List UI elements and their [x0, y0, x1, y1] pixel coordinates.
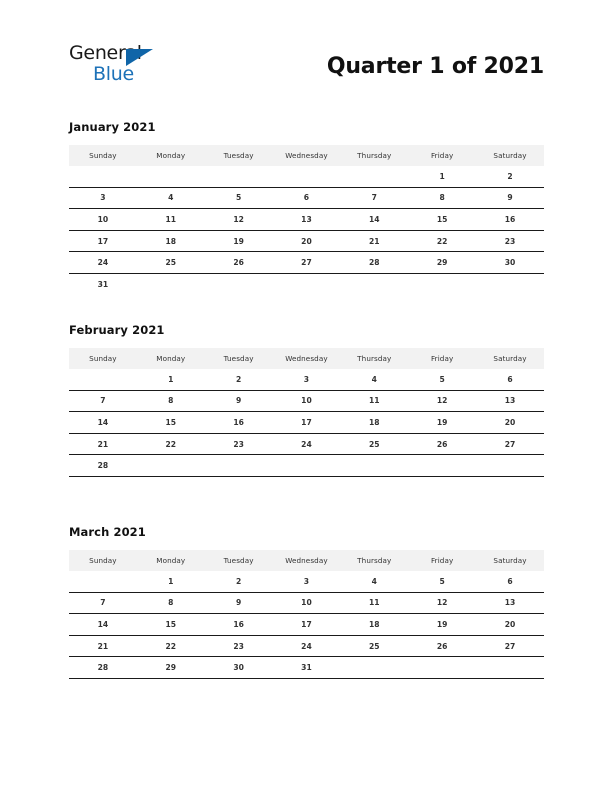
weekday-header-row — [69, 550, 544, 571]
day-cell[interactable]: 20 — [476, 412, 544, 434]
day-cell[interactable]: 3 — [303, 576, 310, 586]
weekday-header-sunday: Sunday — [69, 348, 137, 369]
week-row — [69, 369, 544, 390]
day-cell[interactable]: 20 — [273, 230, 341, 252]
weekday-header-monday: Monday — [137, 348, 205, 369]
month-block-february — [69, 323, 544, 477]
day-cell[interactable]: 30 — [205, 657, 273, 679]
day-cell[interactable]: 29 — [408, 252, 476, 274]
weekday-header-monday: Monday — [137, 145, 205, 166]
day-cell[interactable]: 22 — [408, 230, 476, 252]
weekday-header-sunday: Sunday — [69, 550, 137, 571]
week-row — [69, 614, 544, 636]
day-cell[interactable]: 8 — [408, 187, 476, 209]
weekday-header-thursday: Thursday — [340, 348, 408, 369]
week-row — [69, 412, 544, 434]
day-cell[interactable]: 6 — [507, 374, 513, 384]
day-cell[interactable]: 11 — [340, 390, 408, 412]
day-cell[interactable]: 1 — [439, 171, 445, 181]
day-cell[interactable]: 31 — [69, 273, 137, 294]
week-row — [69, 230, 544, 252]
weekday-header-thursday: Thursday — [340, 550, 408, 571]
day-cell[interactable]: 19 — [408, 412, 476, 434]
day-cell[interactable]: 14 — [69, 412, 137, 434]
day-cell[interactable]: 16 — [476, 209, 544, 231]
day-cell[interactable]: 25 — [340, 635, 408, 657]
weekday-header-tuesday: Tuesday — [205, 145, 273, 166]
day-cell[interactable]: 24 — [273, 635, 341, 657]
month-calendar-table — [69, 145, 544, 295]
week-row — [69, 390, 544, 412]
day-cell[interactable]: 13 — [476, 592, 544, 614]
week-row — [69, 635, 544, 657]
weekday-header-row — [69, 145, 544, 166]
day-cell[interactable]: 4 — [137, 187, 205, 209]
day-cell-empty — [476, 273, 544, 294]
day-cell[interactable]: 23 — [476, 230, 544, 252]
day-cell-empty — [340, 657, 408, 679]
day-cell[interactable]: 2 — [507, 171, 513, 181]
week-row — [69, 166, 544, 187]
day-cell-empty — [408, 273, 476, 294]
day-cell[interactable]: 13 — [273, 209, 341, 231]
day-cell-empty — [137, 166, 205, 187]
day-cell[interactable]: 5 — [439, 374, 445, 384]
day-cell-empty — [340, 273, 408, 294]
weekday-header-friday: Friday — [408, 550, 476, 571]
day-cell[interactable]: 6 — [273, 187, 341, 209]
day-cell[interactable]: 2 — [235, 576, 242, 586]
weekday-header-tuesday: Tuesday — [205, 348, 273, 369]
day-cell-empty — [205, 166, 273, 187]
day-cell[interactable]: 26 — [408, 433, 476, 455]
day-cell-empty — [476, 657, 544, 679]
day-cell[interactable]: 8 — [137, 390, 205, 412]
day-cell[interactable]: 29 — [137, 657, 205, 679]
day-cell[interactable]: 19 — [408, 614, 476, 636]
month-block-january — [69, 120, 544, 295]
day-cell[interactable]: 3 — [303, 374, 310, 384]
day-cell[interactable]: 3 — [69, 187, 137, 209]
day-cell[interactable]: 25 — [137, 252, 205, 274]
day-cell[interactable]: 25 — [340, 433, 408, 455]
weekday-header-monday: Monday — [137, 550, 205, 571]
table-header-row — [69, 145, 544, 166]
day-cell-empty — [273, 166, 341, 187]
day-cell-empty — [205, 455, 273, 477]
day-cell[interactable]: 26 — [205, 252, 273, 274]
weekday-header-wednesday: Wednesday — [273, 550, 341, 571]
weekday-header-row — [69, 348, 544, 369]
day-cell[interactable]: 1 — [168, 374, 174, 384]
day-cell-empty — [273, 455, 341, 477]
day-cell[interactable]: 22 — [137, 635, 205, 657]
week-row — [69, 273, 544, 294]
day-cell[interactable]: 26 — [408, 635, 476, 657]
weekday-header-thursday: Thursday — [340, 145, 408, 166]
day-cell[interactable]: 9 — [205, 592, 273, 614]
day-cell[interactable]: 9 — [476, 187, 544, 209]
weekday-header-saturday: Saturday — [476, 145, 544, 166]
day-cell[interactable]: 4 — [371, 374, 377, 384]
day-cell[interactable]: 16 — [205, 614, 273, 636]
week-row — [69, 187, 544, 209]
day-cell[interactable]: 15 — [137, 412, 205, 434]
weekday-header-sunday: Sunday — [69, 145, 137, 166]
day-cell[interactable]: 27 — [273, 252, 341, 274]
month-block-march — [69, 525, 544, 679]
day-cell[interactable]: 28 — [69, 657, 137, 679]
day-cell-empty — [340, 166, 408, 187]
week-row — [69, 592, 544, 614]
day-cell-empty — [69, 166, 137, 187]
day-cell[interactable]: 17 — [273, 412, 341, 434]
week-row — [69, 455, 544, 477]
month-title: February 2021 — [69, 323, 165, 337]
day-cell[interactable]: 18 — [340, 412, 408, 434]
page-title: Quarter 1 of 2021 — [326, 54, 544, 79]
day-cell[interactable]: 27 — [476, 635, 544, 657]
day-cell[interactable]: 5 — [439, 576, 445, 586]
day-cell[interactable]: 21 — [340, 230, 408, 252]
logo-text-general: General — [69, 42, 142, 64]
day-cell[interactable]: 4 — [371, 576, 377, 586]
month-title: March 2021 — [69, 525, 146, 539]
day-cell[interactable]: 17 — [69, 230, 137, 252]
week-row — [69, 433, 544, 455]
day-cell[interactable]: 6 — [507, 576, 513, 586]
day-cell-empty — [69, 369, 137, 390]
day-cell[interactable]: 15 — [137, 614, 205, 636]
weekday-header-saturday: Saturday — [476, 550, 544, 571]
day-cell[interactable]: 9 — [205, 390, 273, 412]
day-cell[interactable]: 11 — [137, 209, 205, 231]
day-cell-empty — [137, 273, 205, 294]
logo-text-blue: Blue — [93, 63, 134, 85]
day-cell[interactable]: 18 — [340, 614, 408, 636]
day-cell-empty — [340, 455, 408, 477]
day-cell[interactable]: 7 — [69, 592, 137, 614]
day-cell[interactable]: 2 — [235, 374, 242, 384]
day-cell[interactable]: 10 — [273, 592, 341, 614]
day-cell[interactable]: 18 — [137, 230, 205, 252]
day-cell[interactable]: 12 — [205, 209, 273, 231]
day-cell[interactable]: 5 — [205, 187, 273, 209]
day-cell[interactable]: 11 — [340, 592, 408, 614]
day-cell[interactable]: 15 — [408, 209, 476, 231]
month-weeks-body — [69, 571, 544, 678]
weekday-header-friday: Friday — [408, 145, 476, 166]
week-row — [69, 571, 544, 592]
day-cell[interactable]: 14 — [340, 209, 408, 231]
day-cell[interactable]: 1 — [168, 576, 174, 586]
month-weeks-body — [69, 369, 544, 476]
week-row — [69, 657, 544, 679]
day-cell[interactable]: 30 — [476, 252, 544, 274]
day-cell[interactable]: 8 — [137, 592, 205, 614]
day-cell[interactable]: 28 — [340, 252, 408, 274]
weekday-header-friday: Friday — [408, 348, 476, 369]
day-cell[interactable]: 14 — [69, 614, 137, 636]
day-cell-empty — [408, 657, 476, 679]
day-cell[interactable]: 31 — [273, 657, 341, 679]
general-blue-logo — [69, 44, 189, 94]
weekday-header-wednesday: Wednesday — [273, 145, 341, 166]
day-cell[interactable]: 28 — [69, 455, 137, 477]
day-cell[interactable]: 16 — [205, 412, 273, 434]
day-cell-empty — [273, 273, 341, 294]
table-header-row — [69, 550, 544, 571]
month-calendar-table — [69, 550, 544, 679]
day-cell[interactable]: 22 — [137, 433, 205, 455]
week-row — [69, 209, 544, 231]
day-cell-empty — [137, 455, 205, 477]
table-header-row — [69, 348, 544, 369]
weekday-header-tuesday: Tuesday — [205, 550, 273, 571]
page-header — [0, 0, 612, 110]
day-cell[interactable]: 24 — [69, 252, 137, 274]
day-cell[interactable]: 24 — [273, 433, 341, 455]
day-cell-empty — [408, 455, 476, 477]
month-title: January 2021 — [69, 120, 156, 134]
day-cell-empty — [205, 273, 273, 294]
weekday-header-wednesday: Wednesday — [273, 348, 341, 369]
day-cell[interactable]: 21 — [69, 433, 137, 455]
month-calendar-table — [69, 348, 544, 477]
day-cell[interactable]: 17 — [273, 614, 341, 636]
day-cell[interactable]: 20 — [476, 614, 544, 636]
day-cell[interactable]: 23 — [205, 433, 273, 455]
day-cell[interactable]: 23 — [205, 635, 273, 657]
day-cell[interactable]: 7 — [340, 187, 408, 209]
month-weeks-body — [69, 166, 544, 295]
day-cell-empty — [69, 571, 137, 592]
day-cell[interactable]: 27 — [476, 433, 544, 455]
day-cell[interactable]: 10 — [273, 390, 341, 412]
day-cell[interactable]: 10 — [69, 209, 137, 231]
day-cell-empty — [476, 455, 544, 477]
week-row — [69, 252, 544, 274]
weekday-header-saturday: Saturday — [476, 348, 544, 369]
day-cell[interactable]: 13 — [476, 390, 544, 412]
day-cell[interactable]: 19 — [205, 230, 273, 252]
day-cell[interactable]: 7 — [69, 390, 137, 412]
day-cell[interactable]: 12 — [408, 592, 476, 614]
day-cell[interactable]: 21 — [69, 635, 137, 657]
day-cell[interactable]: 12 — [408, 390, 476, 412]
